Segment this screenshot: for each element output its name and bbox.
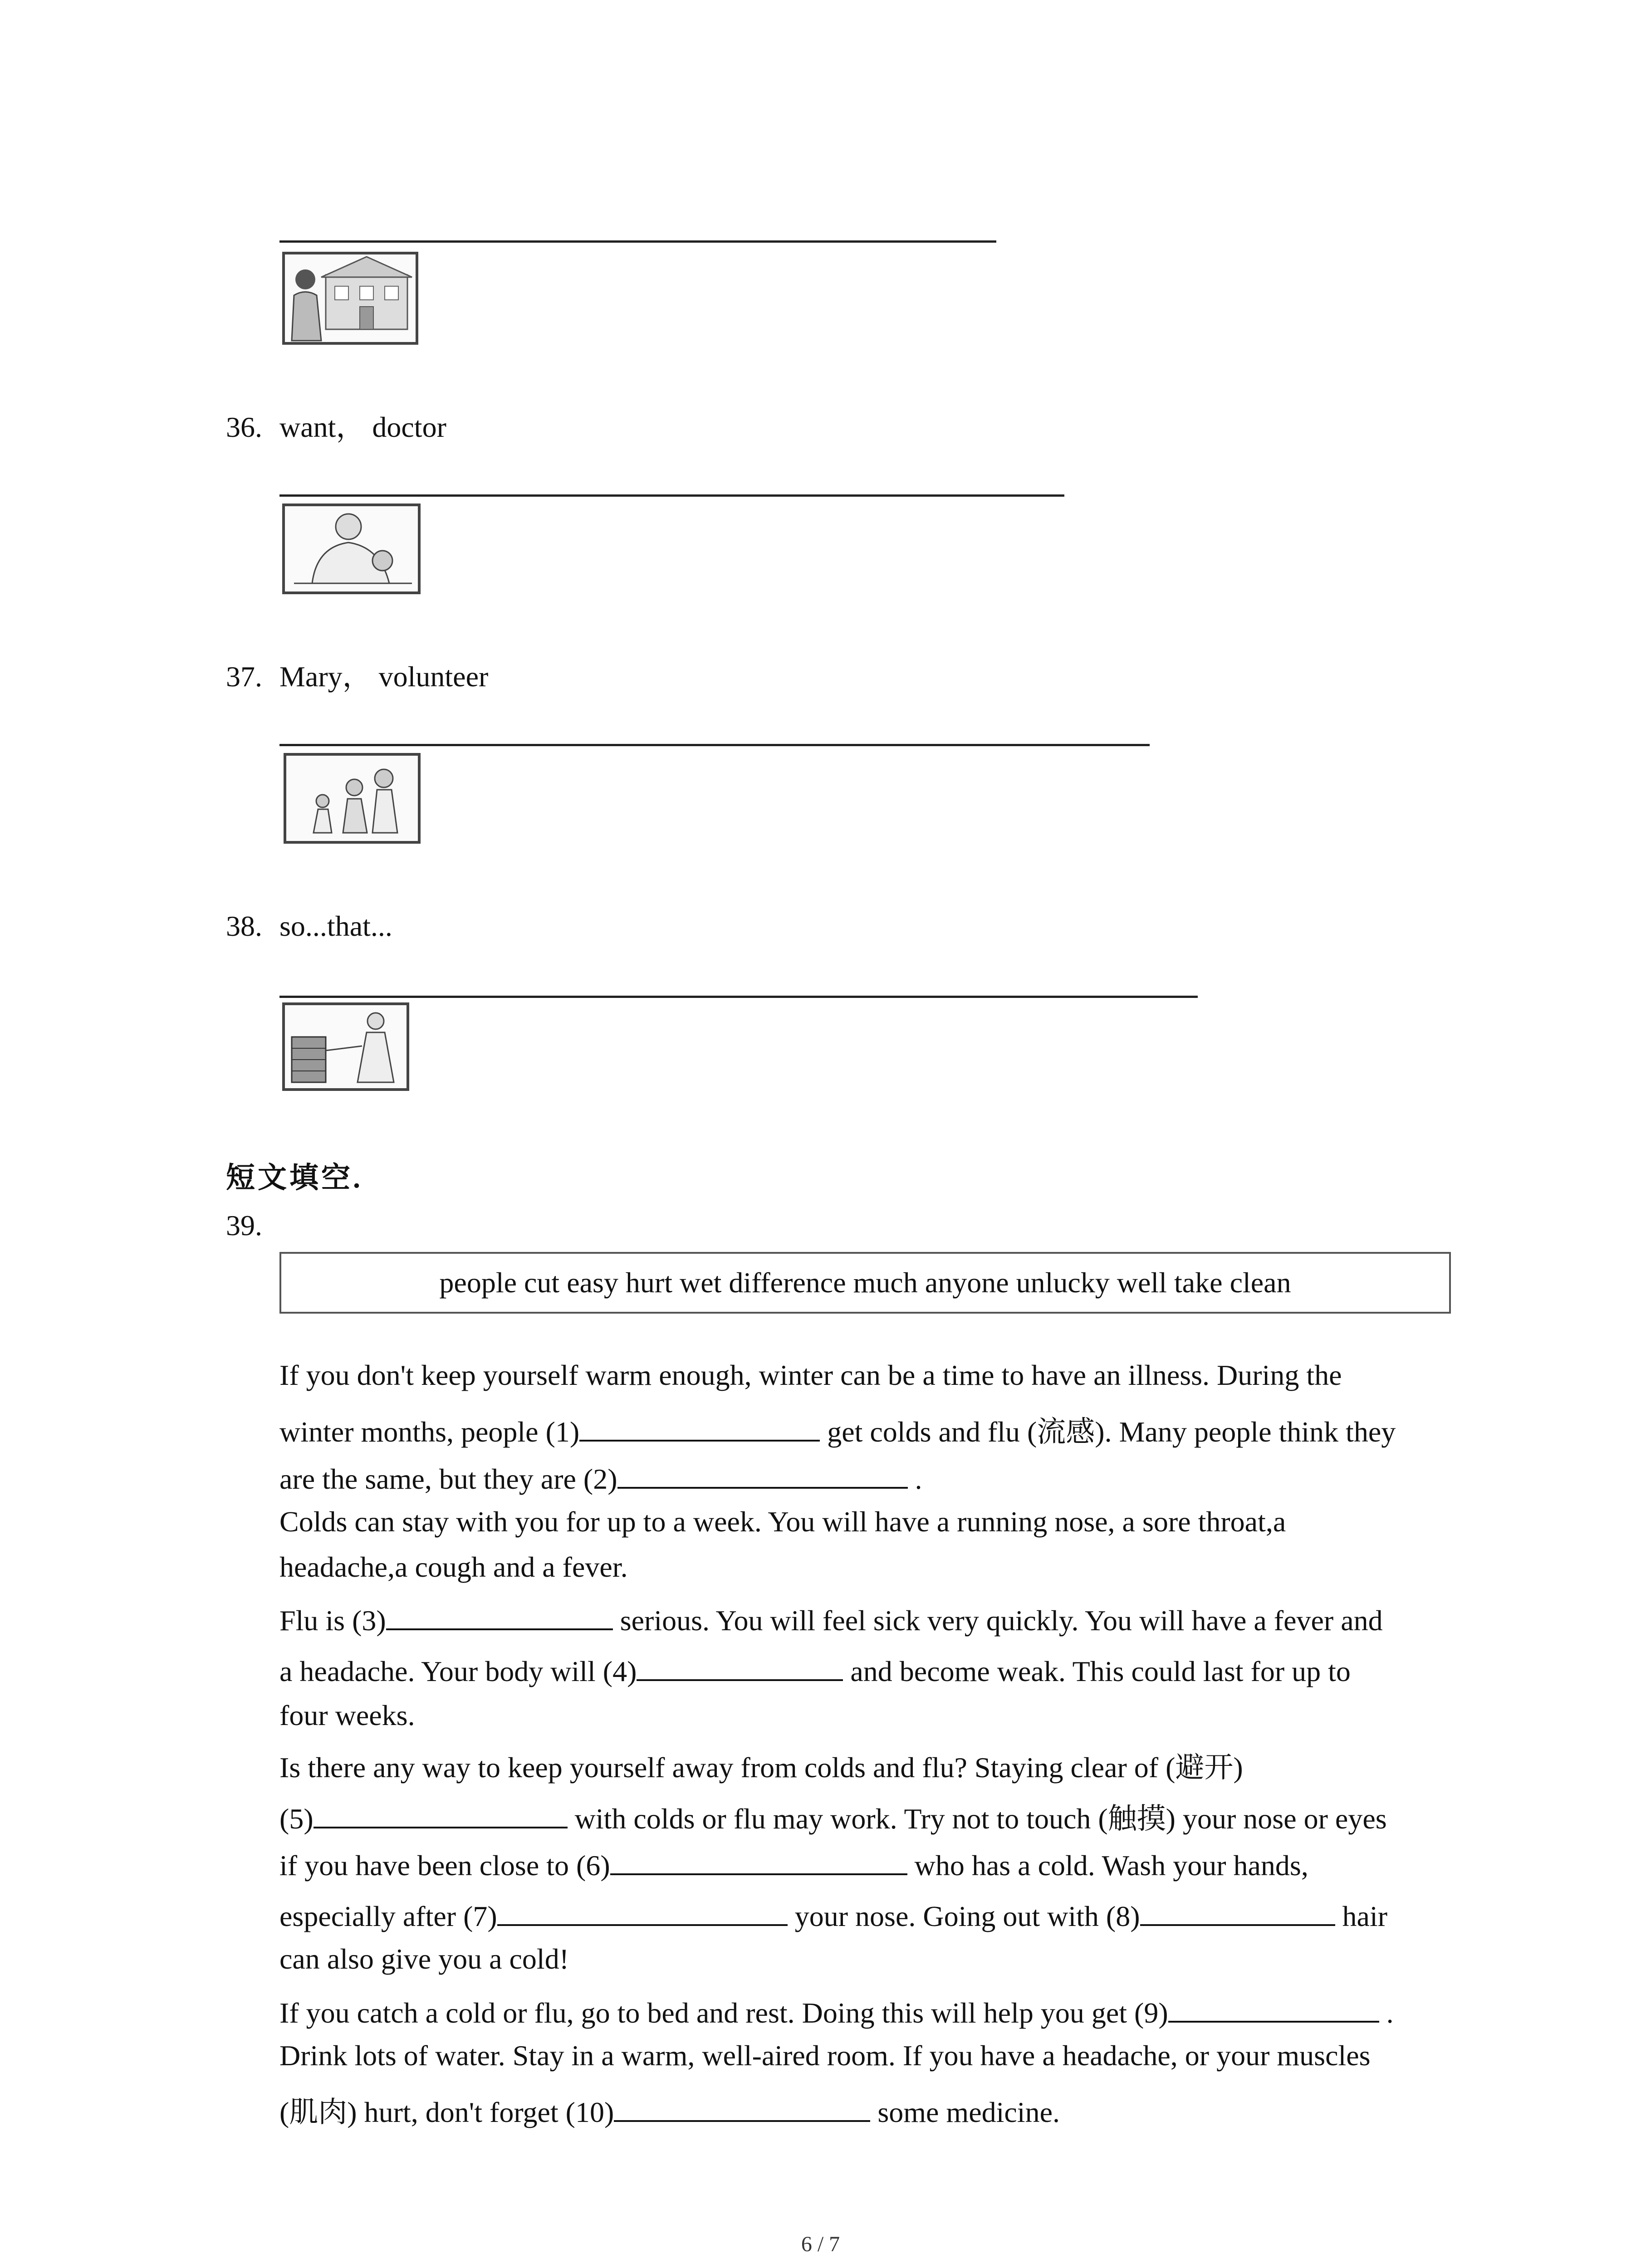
passage-line: (肌肉) hurt, don't forget (10) some medicine. — [279, 2089, 1459, 2131]
answer-line-37[interactable] — [279, 744, 1150, 746]
passage-line: If you don't keep yourself warm enough, winter can be a time to have an illness. During the — [279, 1359, 1342, 1391]
passage-line: Colds can stay with you for up to a week. You will have a running nose, a sore throat,a — [279, 1505, 1286, 1538]
blank-10[interactable] — [614, 2093, 870, 2122]
blank-9[interactable] — [1168, 1994, 1379, 2023]
section-title: 短文填空. — [226, 1162, 363, 1194]
passage-line: are the same, but they are (2) . — [279, 1460, 1459, 1496]
blank-6[interactable] — [610, 1846, 907, 1875]
passage-line: Is there any way to keep yourself away from colds and flu? Staying clear of (避开) — [279, 1751, 1243, 1784]
passage-line: headache,a cough and a fever. — [279, 1551, 628, 1583]
answer-line-35[interactable] — [279, 240, 996, 243]
teacher-school-illustration — [285, 254, 416, 342]
word-bank-text: people cut easy hurt wet difference much anyone unlucky well take clean — [439, 1266, 1291, 1299]
question-cue: so...that... — [279, 910, 392, 942]
heavy-box-picture — [282, 1002, 409, 1091]
blank-8[interactable] — [1140, 1897, 1335, 1926]
passage-line: winter months, people (1) get colds and flu (流感). Many people think they — [279, 1408, 1459, 1450]
blank-7[interactable] — [497, 1897, 788, 1926]
blank-5[interactable] — [314, 1799, 568, 1828]
passage-line: especially after (7) your nose. Going out with (8) hair — [279, 1897, 1459, 1933]
question-cue: want， doctor — [279, 411, 446, 443]
question-number: 37. — [226, 660, 262, 693]
answer-line-36[interactable] — [279, 494, 1064, 497]
passage-line: a headache. Your body will (4) and become weak. This could last for up to — [279, 1652, 1459, 1688]
question-cue: Mary， volunteer — [279, 660, 489, 693]
blank-3[interactable] — [386, 1601, 613, 1630]
question-number: 36. — [226, 411, 262, 443]
teacher-school-picture — [282, 252, 418, 345]
doctor-picture — [282, 503, 421, 594]
passage-line: if you have been close to (6) who has a cold. Wash your hands, — [279, 1846, 1459, 1882]
volunteer-picture — [284, 753, 421, 844]
volunteer-illustration — [286, 756, 418, 841]
word-bank — [279, 1252, 1451, 1314]
passage-line: If you catch a cold or flu, go to bed and rest. Doing this will help you get (9) . — [279, 1994, 1459, 2030]
passage-line: Flu is (3) serious. You will feel sick very quickly. You will have a fever and — [279, 1601, 1459, 1637]
blank-2[interactable] — [617, 1460, 908, 1489]
passage-line: can also give you a cold! — [279, 1943, 569, 1975]
doctor-illustration — [285, 506, 418, 591]
answer-line-38[interactable] — [279, 996, 1198, 998]
passage-line: four weeks. — [279, 1699, 415, 1731]
question-number: 39. — [226, 1209, 262, 1242]
passage-line: (5) with colds or flu may work. Try not to touch (触摸) your nose or eyes — [279, 1795, 1459, 1837]
page-number: 6 / 7 — [801, 2232, 840, 2256]
question-number: 38. — [226, 910, 262, 942]
blank-1[interactable] — [579, 1413, 820, 1442]
passage-line: Drink lots of water. Stay in a warm, well-aired room. If you have a headache, or your muscles — [279, 2039, 1371, 2072]
heavy-box-illustration — [285, 1005, 407, 1088]
blank-4[interactable] — [637, 1652, 843, 1681]
